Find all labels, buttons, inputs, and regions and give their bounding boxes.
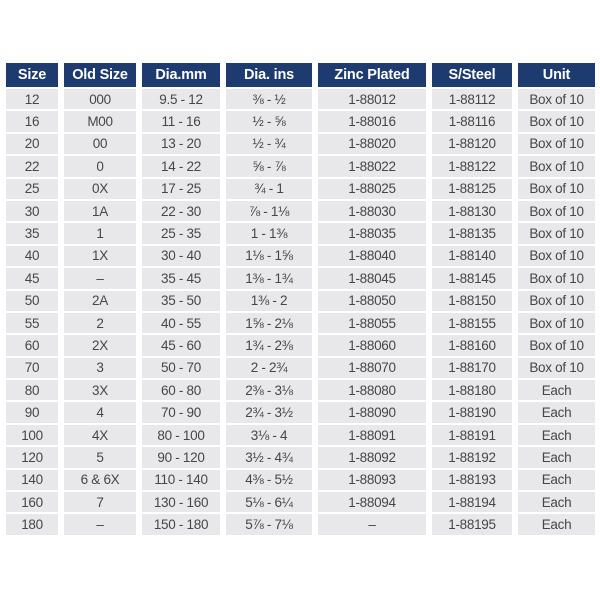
table-cell-s-steel: 1-88125 (432, 179, 512, 199)
table-cell-s-steel: 1-88195 (432, 514, 512, 534)
table-cell-old-size: 4 (64, 402, 136, 422)
table-cell-old-size: 7 (64, 492, 136, 512)
table-row (6, 335, 595, 355)
table-cell-size: 180 (6, 514, 58, 534)
table-cell-size: 25 (6, 179, 58, 199)
table-cell-dia-ins: 5⅛ - 6¼ (226, 492, 312, 512)
table-cell-unit: Box of 10 (518, 268, 595, 288)
table-cell-size: 12 (6, 89, 58, 109)
table-cell-size: 16 (6, 111, 58, 131)
table-cell-size: 160 (6, 492, 58, 512)
table-cell-dia-ins: 1⅜ - 1¾ (226, 268, 312, 288)
table-cell-zinc-plated: 1-88080 (318, 380, 426, 400)
table-cell-s-steel: 1-88140 (432, 246, 512, 266)
header-cell-old-size: Old Size (64, 63, 136, 87)
table-cell-s-steel: 1-88170 (432, 358, 512, 378)
table-cell-zinc-plated: 1-88025 (318, 179, 426, 199)
table-cell-dia-mm: 80 - 100 (142, 425, 220, 445)
table-cell-s-steel: 1-88112 (432, 89, 512, 109)
table-cell-unit: Each (518, 514, 595, 534)
table-cell-unit: Each (518, 447, 595, 467)
table-cell-dia-mm: 25 - 35 (142, 223, 220, 243)
table-row (6, 358, 595, 378)
table-cell-unit: Box of 10 (518, 111, 595, 131)
table-cell-dia-mm: 13 - 20 (142, 134, 220, 154)
table-cell-dia-mm: 60 - 80 (142, 380, 220, 400)
table-cell-dia-ins: ½ - ¾ (226, 134, 312, 154)
table-cell-unit: Each (518, 380, 595, 400)
table-cell-zinc-plated: 1-88055 (318, 313, 426, 333)
table-cell-s-steel: 1-88120 (432, 134, 512, 154)
table-cell-size: 140 (6, 470, 58, 490)
table-cell-unit: Each (518, 492, 595, 512)
table-row (6, 291, 595, 311)
table-cell-dia-mm: 90 - 120 (142, 447, 220, 467)
table-cell-old-size: 2X (64, 335, 136, 355)
table-cell-old-size: 00 (64, 134, 136, 154)
table-cell-size: 120 (6, 447, 58, 467)
table-cell-old-size: 1X (64, 246, 136, 266)
table-cell-old-size: 1A (64, 201, 136, 221)
table-cell-dia-ins: 1⅛ - 1⅝ (226, 246, 312, 266)
table-cell-size: 100 (6, 425, 58, 445)
table-cell-size: 50 (6, 291, 58, 311)
table-cell-unit: Box of 10 (518, 313, 595, 333)
table-row (6, 380, 595, 400)
table-cell-s-steel: 1-88135 (432, 223, 512, 243)
table-cell-s-steel: 1-88194 (432, 492, 512, 512)
table-cell-s-steel: 1-88193 (432, 470, 512, 490)
table-cell-unit: Box of 10 (518, 246, 595, 266)
table-cell-unit: Box of 10 (518, 89, 595, 109)
table-cell-dia-mm: 9.5 - 12 (142, 89, 220, 109)
table-cell-zinc-plated: 1-88016 (318, 111, 426, 131)
table-row (6, 246, 595, 266)
table-cell-dia-ins: ⅝ - ⅞ (226, 156, 312, 176)
table-cell-zinc-plated: 1-88040 (318, 246, 426, 266)
table-cell-zinc-plated: 1-88012 (318, 89, 426, 109)
table-row (6, 470, 595, 490)
table-cell-dia-ins: ⅞ - 1⅛ (226, 201, 312, 221)
table-cell-unit: Box of 10 (518, 358, 595, 378)
table-cell-size: 60 (6, 335, 58, 355)
table-row (6, 268, 595, 288)
table-row (6, 201, 595, 221)
table-cell-s-steel: 1-88130 (432, 201, 512, 221)
table-cell-old-size: 3X (64, 380, 136, 400)
table-cell-size: 70 (6, 358, 58, 378)
table-cell-zinc-plated: 1-88045 (318, 268, 426, 288)
header-cell-zinc-plated: Zinc Plated (318, 63, 426, 87)
table-cell-dia-ins: 1¾ - 2⅜ (226, 335, 312, 355)
table-cell-old-size: 2 (64, 313, 136, 333)
table-cell-s-steel: 1-88150 (432, 291, 512, 311)
table-cell-old-size: M00 (64, 111, 136, 131)
table-cell-size: 35 (6, 223, 58, 243)
table-cell-zinc-plated: 1-88022 (318, 156, 426, 176)
table-cell-dia-ins: 3⅛ - 4 (226, 425, 312, 445)
header-cell-unit: Unit (518, 63, 595, 87)
table-cell-dia-ins: 1 - 1⅜ (226, 223, 312, 243)
table-cell-zinc-plated: – (318, 514, 426, 534)
table-row (6, 111, 595, 131)
table-cell-unit: Box of 10 (518, 291, 595, 311)
table-cell-size: 45 (6, 268, 58, 288)
table-cell-dia-mm: 150 - 180 (142, 514, 220, 534)
table-cell-old-size: 3 (64, 358, 136, 378)
table-cell-dia-mm: 22 - 30 (142, 201, 220, 221)
table-body (6, 89, 595, 535)
table-cell-dia-ins: ⅜ - ½ (226, 89, 312, 109)
table-cell-s-steel: 1-88191 (432, 425, 512, 445)
table-cell-unit: Box of 10 (518, 134, 595, 154)
table-cell-dia-mm: 35 - 50 (142, 291, 220, 311)
table-cell-dia-mm: 110 - 140 (142, 470, 220, 490)
table-cell-size: 22 (6, 156, 58, 176)
table-cell-dia-ins: 3½ - 4¾ (226, 447, 312, 467)
table-cell-dia-mm: 40 - 55 (142, 313, 220, 333)
table-cell-s-steel: 1-88122 (432, 156, 512, 176)
table-cell-old-size: 2A (64, 291, 136, 311)
table-cell-dia-ins: 1⅝ - 2⅛ (226, 313, 312, 333)
table-cell-unit: Box of 10 (518, 335, 595, 355)
table-cell-dia-mm: 50 - 70 (142, 358, 220, 378)
table-cell-zinc-plated: 1-88093 (318, 470, 426, 490)
table-cell-dia-mm: 45 - 60 (142, 335, 220, 355)
table-cell-zinc-plated: 1-88092 (318, 447, 426, 467)
table-row (6, 134, 595, 154)
table-cell-size: 20 (6, 134, 58, 154)
table-cell-old-size: 5 (64, 447, 136, 467)
table-cell-size: 90 (6, 402, 58, 422)
table-row (6, 156, 595, 176)
table-header-row (6, 63, 595, 87)
table-cell-size: 40 (6, 246, 58, 266)
table-cell-old-size: 4X (64, 425, 136, 445)
table-cell-zinc-plated: 1-88090 (318, 402, 426, 422)
header-cell-dia-mm: Dia.mm (142, 63, 220, 87)
table-cell-dia-ins: 2⅜ - 3⅛ (226, 380, 312, 400)
table-row (6, 402, 595, 422)
table-row (6, 89, 595, 109)
table-cell-dia-ins: 1⅜ - 2 (226, 291, 312, 311)
table-row (6, 514, 595, 534)
table-cell-unit: Each (518, 470, 595, 490)
table-cell-dia-mm: 130 - 160 (142, 492, 220, 512)
table-cell-s-steel: 1-88145 (432, 268, 512, 288)
header-cell-size: Size (6, 63, 58, 87)
table-cell-old-size: 000 (64, 89, 136, 109)
table-cell-old-size: 1 (64, 223, 136, 243)
table-cell-zinc-plated: 1-88070 (318, 358, 426, 378)
header-cell-s-steel: S/Steel (432, 63, 512, 87)
table-cell-dia-ins: ¾ - 1 (226, 179, 312, 199)
table-cell-s-steel: 1-88155 (432, 313, 512, 333)
table-cell-s-steel: 1-88190 (432, 402, 512, 422)
table-row (6, 425, 595, 445)
table-row (6, 313, 595, 333)
table-cell-zinc-plated: 1-88035 (318, 223, 426, 243)
table-cell-s-steel: 1-88192 (432, 447, 512, 467)
table-cell-unit: Each (518, 425, 595, 445)
table-cell-size: 30 (6, 201, 58, 221)
table-cell-old-size: – (64, 268, 136, 288)
table-cell-zinc-plated: 1-88094 (318, 492, 426, 512)
table-cell-unit: Box of 10 (518, 223, 595, 243)
table-cell-dia-mm: 70 - 90 (142, 402, 220, 422)
table-cell-s-steel: 1-88180 (432, 380, 512, 400)
table-cell-dia-mm: 35 - 45 (142, 268, 220, 288)
table-cell-zinc-plated: 1-88030 (318, 201, 426, 221)
table-cell-old-size: – (64, 514, 136, 534)
table-cell-zinc-plated: 1-88050 (318, 291, 426, 311)
table-cell-dia-mm: 17 - 25 (142, 179, 220, 199)
table-cell-unit: Box of 10 (518, 179, 595, 199)
table-row (6, 223, 595, 243)
table-cell-zinc-plated: 1-88020 (318, 134, 426, 154)
table-cell-s-steel: 1-88116 (432, 111, 512, 131)
table-cell-zinc-plated: 1-88060 (318, 335, 426, 355)
table-row (6, 179, 595, 199)
table-cell-dia-mm: 14 - 22 (142, 156, 220, 176)
table-cell-size: 55 (6, 313, 58, 333)
table-cell-dia-mm: 11 - 16 (142, 111, 220, 131)
table-cell-unit: Box of 10 (518, 156, 595, 176)
table-cell-dia-ins: 2¾ - 3½ (226, 402, 312, 422)
table-cell-dia-ins: ½ - ⅝ (226, 111, 312, 131)
table-row (6, 492, 595, 512)
table-cell-s-steel: 1-88160 (432, 335, 512, 355)
product-table (6, 63, 595, 537)
table-cell-dia-ins: 4⅜ - 5½ (226, 470, 312, 490)
header-cell-dia-ins: Dia. ins (226, 63, 312, 87)
table-row (6, 447, 595, 467)
table-cell-unit: Box of 10 (518, 201, 595, 221)
table-cell-dia-mm: 30 - 40 (142, 246, 220, 266)
table-cell-zinc-plated: 1-88091 (318, 425, 426, 445)
table-cell-size: 80 (6, 380, 58, 400)
table-cell-old-size: 6 & 6X (64, 470, 136, 490)
table-cell-old-size: 0 (64, 156, 136, 176)
table-cell-unit: Each (518, 402, 595, 422)
table-cell-dia-ins: 2 - 2¾ (226, 358, 312, 378)
table-cell-dia-ins: 5⅞ - 7⅛ (226, 514, 312, 534)
table-cell-old-size: 0X (64, 179, 136, 199)
